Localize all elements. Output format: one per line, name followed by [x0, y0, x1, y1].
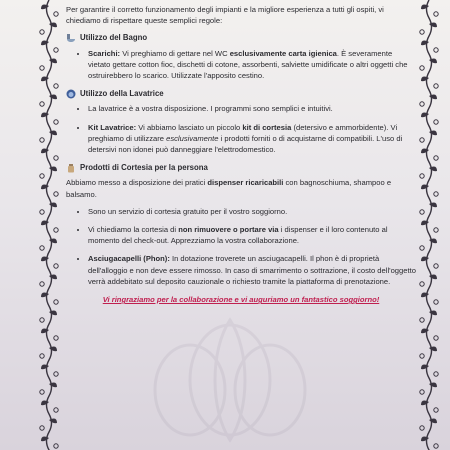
kit-text: (detersivo e ammorbidente). Vi preghiamo di utilizzare [88, 122, 398, 143]
lavatrice-list [66, 103, 416, 155]
toilet-icon [66, 33, 76, 43]
list-item: • La lavatrice è a vostra disposizione. I programmi sono semplici e intuitivi. [88, 103, 416, 114]
scarichi-text: . È severamente vietato gettare cotton fioc, dischetti di cotone, assorbenti, salviette umidificate o altri oggetti che ostruirebbero lo scarico. Utilizzate l'apposito cestino. [88, 48, 408, 81]
section-title-lavatrice [66, 88, 416, 99]
phon-text: In dotazione troverete un asciugacapelli. Il phon è di proprietà dell'alloggio e non deve essere rimosso. In caso di smarrimento o sottrazione, il costo dell'oggetto verrà addebitato sul deposito cauzionale o richiesto tramite la piattaforma di prenotazione. [88, 254, 416, 286]
section-title-text: Utilizzo del Bagno [80, 33, 148, 43]
soap-bottle-icon [66, 163, 76, 173]
kit-label: Kit Lavatrice: [88, 122, 137, 132]
washing-machine-icon [66, 89, 76, 99]
scarichi-text: Vi preghiamo di gettare nel WC [120, 48, 230, 58]
section-title-bagno [66, 32, 416, 43]
scarichi-label: Scarichi: [88, 48, 121, 58]
item-text: i dispenser e il loro contenuto al momento del check-out. Apprezziamo la vostra collaborazione. [88, 225, 388, 246]
section-title-text: Utilizzo della Lavatrice [80, 89, 164, 99]
kit-text: i prodotti forniti o di acquistarne di compatibili. L'uso di detersivi non idonei può danneggiare l'elettrodomestico. [88, 133, 403, 155]
bagno-list [66, 48, 416, 82]
list-item [88, 48, 416, 82]
rules-content [66, 0, 416, 305]
cortesia-intro [66, 177, 416, 199]
item-bold: non rimuovere o portare via [178, 225, 279, 235]
intro-paragraph: Per garantire il corretto funzionamento degli impianti e la migliore esperienza a tutti gli ospiti, vi chiediamo di rispettare queste semplici regole: [66, 5, 384, 26]
cortesia-list [66, 206, 416, 287]
scarichi-bold: esclusivamente carta igienica [229, 48, 337, 58]
phon-label: Asciugacapelli (Phon): [88, 254, 170, 264]
kit-italic: esclusivamente [166, 133, 219, 143]
item-text: Vi chiediamo la cortesia di [88, 225, 179, 235]
list-item: • Sono un servizio di cortesia gratuito per il vostro soggiorno. [88, 206, 416, 217]
list-item [88, 253, 416, 287]
list-item [88, 224, 416, 246]
cortesia-intro-text: con bagnoschiuma, shampoo e balsamo. [66, 178, 392, 199]
section-title-text: Prodotti di Cortesia per la persona [80, 163, 208, 173]
left-ornamental-border [36, 0, 62, 450]
cortesia-intro-text: Abbiamo messo a disposizione dei pratici [66, 178, 208, 188]
kit-bold: kit di cortesia [242, 122, 292, 132]
list-item [88, 122, 416, 156]
kit-text: Vi abbiamo lasciato un piccolo [136, 122, 243, 132]
cortesia-intro-bold: dispenser ricaricabili [207, 178, 284, 188]
closing-message: Vi ringraziamo per la collaborazione e vi auguriamo un fantastico soggiorno! [102, 295, 380, 305]
floral-watermark [120, 290, 340, 450]
right-ornamental-border [416, 0, 442, 450]
section-title-cortesia [66, 162, 416, 173]
